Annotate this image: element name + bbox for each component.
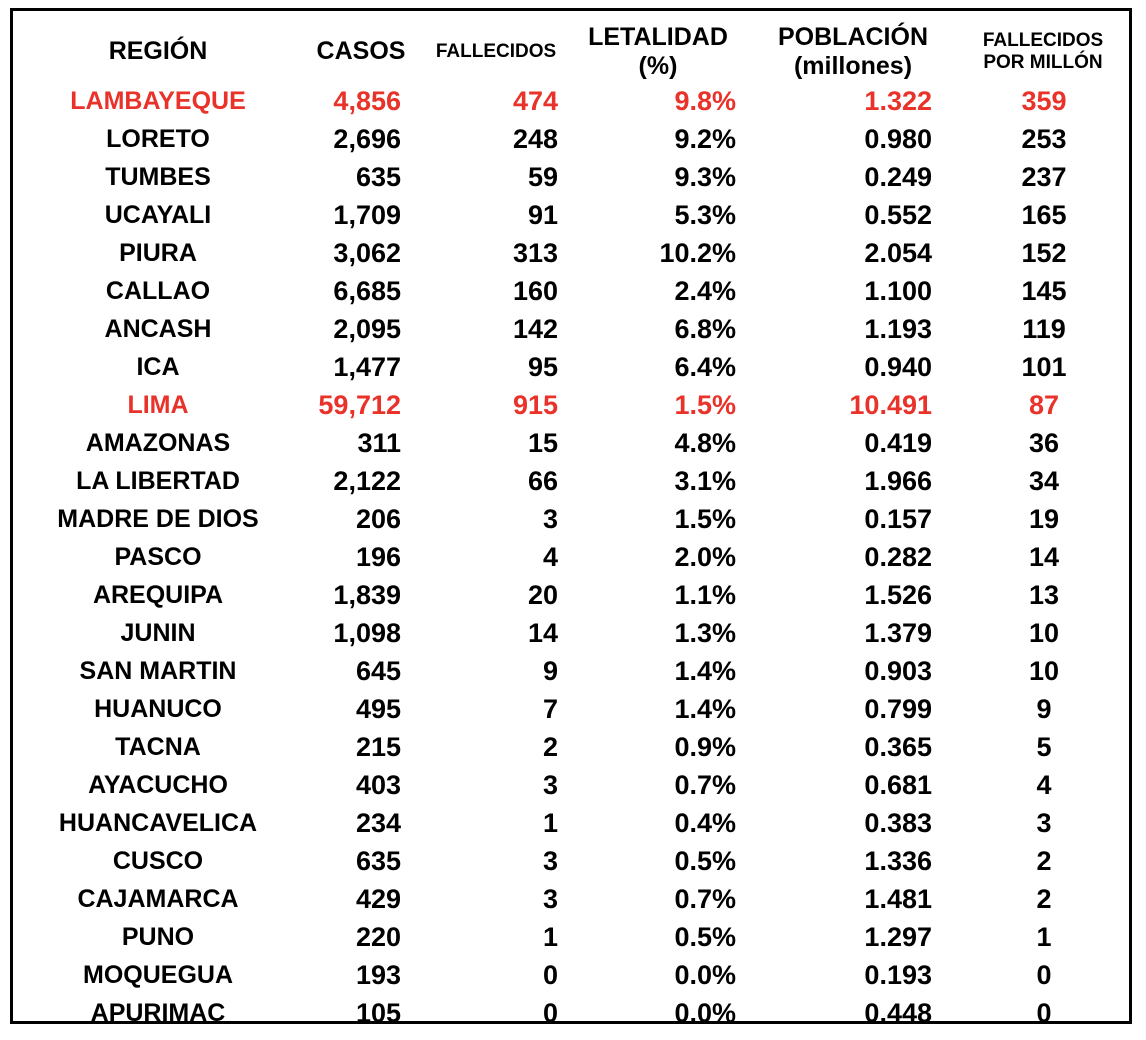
- cases-cell: 495: [355, 694, 401, 724]
- lethality-cell: 9.2%: [674, 124, 736, 154]
- region-cell: PUNO: [121, 923, 195, 951]
- cases-cell: 2,122: [333, 466, 401, 496]
- region-cell: JUNIN: [120, 619, 196, 647]
- cases-cell: 2,696: [333, 124, 401, 154]
- table-row: [13, 918, 1129, 956]
- population-cell: 0.365: [864, 732, 932, 762]
- cases-cell: 429: [355, 884, 401, 914]
- table-row: [13, 310, 1129, 348]
- table-row: [13, 538, 1129, 576]
- table-row: [13, 158, 1129, 196]
- population-cell: 0.681: [864, 770, 932, 800]
- region-cell: TUMBES: [105, 163, 211, 191]
- table-row: [13, 614, 1129, 652]
- cases-cell: 1,098: [333, 618, 401, 648]
- table-row: [13, 690, 1129, 728]
- header-cases-label: CASOS: [316, 37, 406, 66]
- population-cell: 1.336: [864, 846, 932, 876]
- table-row: [13, 500, 1129, 538]
- lethality-cell: 10.2%: [659, 238, 736, 268]
- region-cell: APURIMAC: [90, 999, 226, 1027]
- region-cell: LA LIBERTAD: [76, 467, 240, 495]
- header-lethality: [573, 11, 743, 93]
- region-cell: TACNA: [115, 733, 201, 761]
- lethality-cell: 9.8%: [674, 86, 736, 116]
- population-cell: 1.100: [864, 276, 932, 306]
- per-million-cell: 3: [1036, 808, 1052, 838]
- region-cell: LAMBAYEQUE: [70, 87, 246, 115]
- population-cell: 0.940: [864, 352, 932, 382]
- table-row: [13, 462, 1129, 500]
- deaths-cell: 0: [542, 960, 558, 990]
- region-cell: CALLAO: [105, 277, 211, 305]
- per-million-cell: 4: [1036, 770, 1052, 800]
- header-population-line1: POBLACIÓN: [778, 22, 928, 51]
- deaths-cell: 3: [542, 884, 558, 914]
- per-million-cell: 19: [1028, 504, 1060, 534]
- population-cell: 0.383: [864, 808, 932, 838]
- deaths-cell: 9: [542, 656, 558, 686]
- header-cases: [301, 11, 421, 93]
- population-cell: 0.282: [864, 542, 932, 572]
- lethality-cell: 2.4%: [674, 276, 736, 306]
- per-million-cell: 10: [1028, 618, 1060, 648]
- table-row: [13, 804, 1129, 842]
- cases-cell: 645: [355, 656, 401, 686]
- lethality-cell: 9.3%: [674, 162, 736, 192]
- population-cell: 2.054: [864, 238, 932, 268]
- cases-cell: 6,685: [333, 276, 401, 306]
- lethality-cell: 0.7%: [674, 884, 736, 914]
- population-cell: 0.552: [864, 200, 932, 230]
- region-table: [10, 8, 1132, 1028]
- per-million-cell: 10: [1028, 656, 1060, 686]
- table-row: [13, 880, 1129, 918]
- deaths-cell: 3: [542, 770, 558, 800]
- region-cell: SAN MARTIN: [79, 657, 237, 685]
- region-cell: LORETO: [106, 125, 210, 153]
- lethality-cell: 0.5%: [674, 922, 736, 952]
- per-million-cell: 9: [1036, 694, 1052, 724]
- lethality-cell: 2.0%: [674, 542, 736, 572]
- lethality-cell: 1.4%: [674, 694, 736, 724]
- lethality-cell: 1.1%: [674, 580, 736, 610]
- per-million-cell: 0: [1036, 960, 1052, 990]
- per-million-cell: 5: [1036, 732, 1052, 762]
- deaths-cell: 66: [527, 466, 558, 496]
- deaths-cell: 7: [542, 694, 558, 724]
- header-region-label: REGIÓN: [108, 37, 208, 66]
- population-cell: 0.903: [864, 656, 932, 686]
- population-cell: 1.526: [864, 580, 932, 610]
- region-cell: ANCASH: [104, 315, 212, 343]
- deaths-cell: 20: [527, 580, 558, 610]
- cases-cell: 105: [355, 998, 401, 1028]
- per-million-cell: 152: [1021, 238, 1067, 268]
- region-cell: MADRE DE DIOS: [57, 505, 259, 533]
- header-region: [13, 11, 303, 93]
- population-cell: 0.157: [864, 504, 932, 534]
- table-row: [13, 766, 1129, 804]
- table-row: [13, 842, 1129, 880]
- population-cell: 0.980: [864, 124, 932, 154]
- table-row: [13, 120, 1129, 158]
- population-cell: 1.481: [864, 884, 932, 914]
- region-cell: HUANUCO: [94, 695, 222, 723]
- deaths-cell: 3: [542, 504, 558, 534]
- region-cell: CAJAMARCA: [77, 885, 239, 913]
- lethality-cell: 1.4%: [674, 656, 736, 686]
- deaths-cell: 59: [527, 162, 558, 192]
- header-deaths-label: FALLECIDOS: [435, 40, 557, 62]
- per-million-cell: 2: [1036, 846, 1052, 876]
- per-million-cell: 145: [1021, 276, 1067, 306]
- cases-cell: 206: [355, 504, 401, 534]
- lethality-cell: 1.3%: [674, 618, 736, 648]
- header-population-line2: (millones): [793, 52, 913, 80]
- per-million-cell: 165: [1021, 200, 1067, 230]
- deaths-cell: 1: [542, 922, 558, 952]
- table-body: [13, 82, 1129, 1032]
- deaths-cell: 3: [542, 846, 558, 876]
- deaths-cell: 14: [527, 618, 558, 648]
- lethality-cell: 4.8%: [674, 428, 736, 458]
- cases-cell: 193: [355, 960, 401, 990]
- lethality-cell: 0.7%: [674, 770, 736, 800]
- per-million-cell: 36: [1028, 428, 1060, 458]
- header-per-million-line2: POR MILLÓN: [983, 52, 1103, 73]
- region-cell: CUSCO: [112, 847, 204, 875]
- per-million-cell: 1: [1036, 922, 1052, 952]
- per-million-cell: 14: [1028, 542, 1060, 572]
- cases-cell: 2,095: [333, 314, 401, 344]
- lethality-cell: 1.5%: [674, 390, 736, 420]
- deaths-cell: 1: [542, 808, 558, 838]
- per-million-cell: 237: [1021, 162, 1067, 192]
- table-row: [13, 728, 1129, 766]
- lethality-cell: 0.4%: [674, 808, 736, 838]
- per-million-cell: 13: [1028, 580, 1060, 610]
- cases-cell: 1,839: [333, 580, 401, 610]
- cases-cell: 3,062: [333, 238, 401, 268]
- lethality-cell: 6.8%: [674, 314, 736, 344]
- table-row: [13, 386, 1129, 424]
- region-cell: AMAZONAS: [85, 429, 231, 457]
- header-lethality-line1: LETALIDAD: [588, 22, 728, 51]
- per-million-cell: 359: [1021, 86, 1067, 116]
- table-row: [13, 234, 1129, 272]
- deaths-cell: 15: [527, 428, 558, 458]
- per-million-cell: 119: [1022, 314, 1066, 344]
- table-row: [13, 956, 1129, 994]
- deaths-cell: 248: [512, 124, 558, 154]
- table-row: [13, 424, 1129, 462]
- population-cell: 10.491: [849, 390, 932, 420]
- lethality-cell: 0.9%: [674, 732, 736, 762]
- region-cell: MOQUEGUA: [83, 961, 233, 989]
- cases-cell: 635: [355, 162, 401, 192]
- lethality-cell: 0.5%: [674, 846, 736, 876]
- population-cell: 0.448: [864, 998, 932, 1028]
- deaths-cell: 313: [512, 238, 558, 268]
- deaths-cell: 95: [527, 352, 558, 382]
- population-cell: 0.193: [864, 960, 932, 990]
- per-million-cell: 0: [1036, 998, 1052, 1028]
- lethality-cell: 6.4%: [674, 352, 736, 382]
- header-per-million-line1: FALLECIDOS: [982, 29, 1104, 51]
- deaths-cell: 91: [527, 200, 558, 230]
- per-million-cell: 34: [1028, 466, 1060, 496]
- region-cell: ICA: [136, 353, 180, 381]
- table-row: [13, 272, 1129, 310]
- table-row: [13, 652, 1129, 690]
- region-cell: UCAYALI: [104, 201, 212, 229]
- cases-cell: 215: [355, 732, 401, 762]
- cases-cell: 196: [355, 542, 401, 572]
- deaths-cell: 160: [512, 276, 558, 306]
- header-per-million: [968, 11, 1118, 93]
- cases-cell: 403: [355, 770, 401, 800]
- per-million-cell: 101: [1021, 352, 1067, 382]
- table-row: [13, 82, 1129, 120]
- cases-cell: 4,856: [333, 86, 401, 116]
- region-cell: AREQUIPA: [92, 581, 224, 609]
- header-population: [763, 11, 943, 93]
- region-cell: PIURA: [119, 239, 197, 267]
- lethality-cell: 5.3%: [674, 200, 736, 230]
- population-cell: 0.249: [864, 162, 932, 192]
- lethality-cell: 3.1%: [674, 466, 736, 496]
- deaths-cell: 915: [512, 390, 558, 420]
- cases-cell: 635: [355, 846, 401, 876]
- population-cell: 1.379: [864, 618, 932, 648]
- deaths-cell: 2: [542, 732, 558, 762]
- population-cell: 1.322: [864, 86, 932, 116]
- region-cell: HUANCAVELICA: [58, 809, 258, 837]
- cases-cell: 59,712: [318, 390, 401, 420]
- table-row: [13, 348, 1129, 386]
- cases-cell: 1,477: [333, 352, 401, 382]
- lethality-cell: 1.5%: [674, 504, 736, 534]
- region-cell: LIMA: [127, 391, 189, 419]
- population-cell: 1.966: [864, 466, 932, 496]
- population-cell: 0.799: [864, 694, 932, 724]
- deaths-cell: 142: [512, 314, 558, 344]
- header-deaths: [421, 11, 571, 93]
- cases-cell: 220: [355, 922, 401, 952]
- table-row: [13, 196, 1129, 234]
- deaths-cell: 4: [542, 542, 558, 572]
- population-cell: 1.297: [864, 922, 932, 952]
- region-cell: AYACUCHO: [88, 771, 228, 799]
- lethality-cell: 0.0%: [674, 998, 736, 1028]
- cases-cell: 234: [355, 808, 401, 838]
- table-row: [13, 994, 1129, 1032]
- header-lethality-line2: (%): [638, 52, 678, 80]
- cases-cell: 1,709: [333, 200, 401, 230]
- deaths-cell: 474: [512, 86, 558, 116]
- lethality-cell: 0.0%: [674, 960, 736, 990]
- cases-cell: 311: [357, 428, 401, 458]
- population-cell: 1.193: [864, 314, 932, 344]
- per-million-cell: 87: [1028, 390, 1060, 420]
- region-cell: PASCO: [114, 543, 202, 571]
- per-million-cell: 253: [1021, 124, 1067, 154]
- deaths-cell: 0: [542, 998, 558, 1028]
- per-million-cell: 2: [1036, 884, 1052, 914]
- population-cell: 0.419: [864, 428, 932, 458]
- table-row: [13, 576, 1129, 614]
